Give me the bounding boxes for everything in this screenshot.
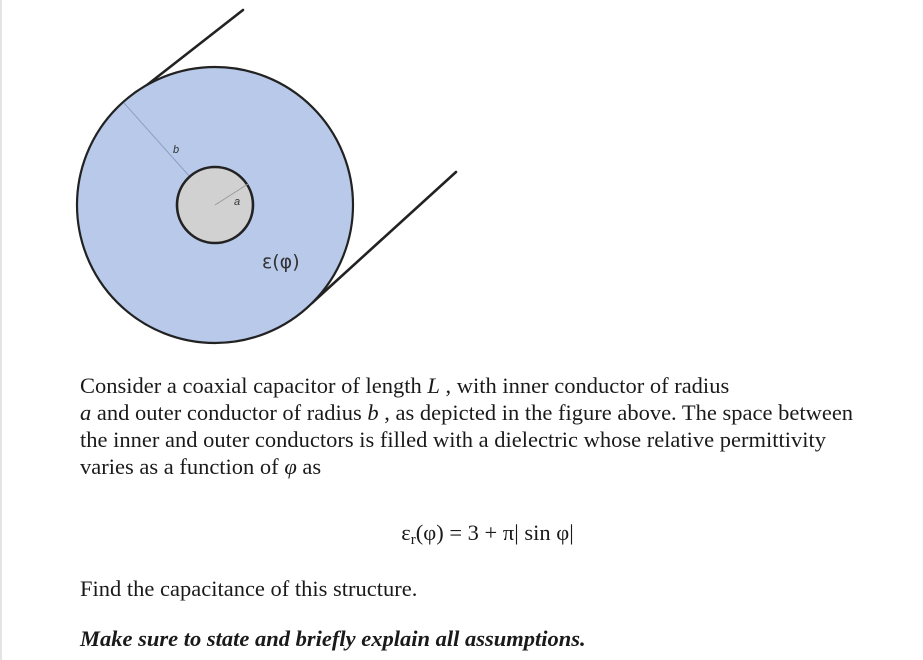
task-text: Find the capacitance of this structure. (80, 576, 418, 601)
permittivity-equation (0, 520, 923, 549)
assumptions-note: Make sure to state and briefly explain all assumptions. (80, 626, 586, 651)
radius-b-label: b (173, 144, 180, 156)
equation-lhs-subscript: r (410, 532, 416, 548)
equation-lhs-symbol: ε (401, 520, 411, 545)
permittivity-label: ε(φ) (262, 251, 300, 273)
equation-rhs: (φ) = 3 + π| sin φ| (415, 520, 574, 545)
radius-a-label: a (234, 196, 241, 208)
problem-statement: Consider a coaxial capacitor of length L , with inner conductor of radius a and outer conductor of radius b , as depicted in the figure above. The space between the inner and outer conductors is filled with a dielectric whose relative permittivity varies as a function of φ as (80, 373, 854, 479)
